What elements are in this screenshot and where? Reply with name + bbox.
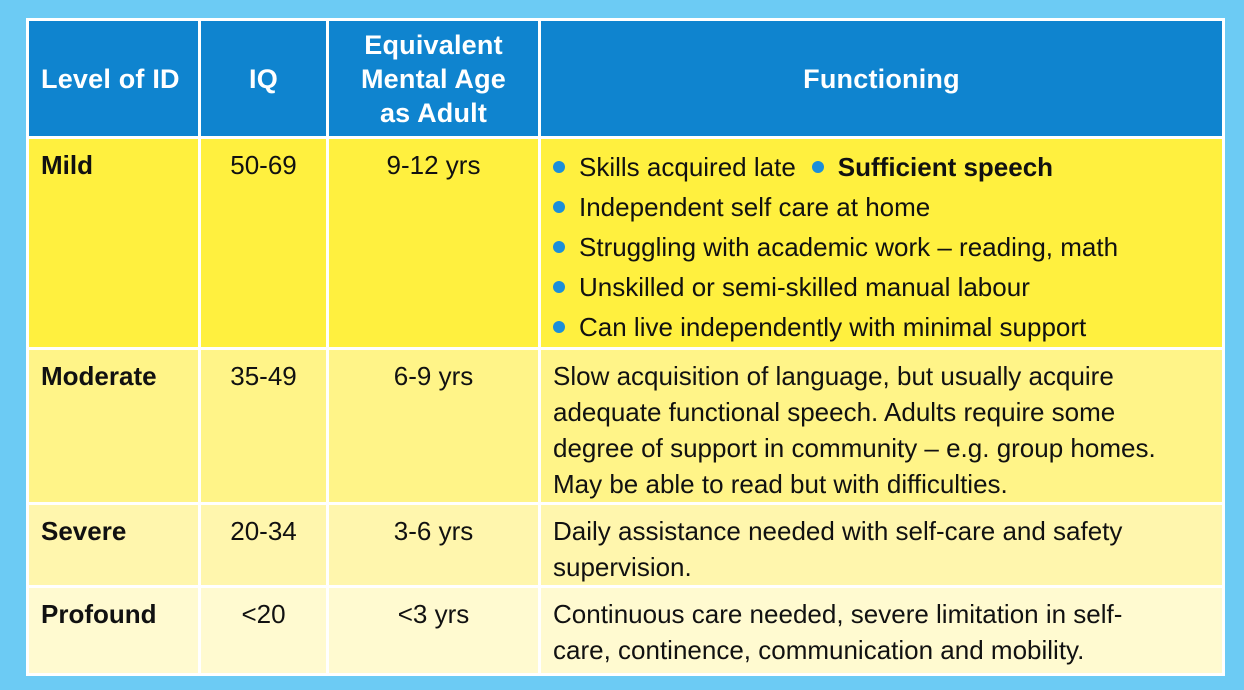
header-functioning-label: Functioning [803, 63, 960, 94]
header-level-of-id [28, 20, 200, 138]
level-cell: Severe [28, 504, 200, 587]
table-frame [26, 18, 1222, 668]
mental-age-cell: 3-6 yrs [328, 504, 540, 587]
bullet-text: Independent self care at home [579, 192, 931, 222]
functioning-line: care, continence, communication and mobility. [553, 635, 1085, 665]
functioning-line: Slow acquisition of language, but usually acquire [553, 361, 1114, 391]
bullet-icon [553, 161, 565, 173]
bullet-icon [553, 321, 565, 333]
bullet-icon [553, 201, 565, 213]
functioning-line: May be able to read but with difficulties. [553, 469, 1008, 499]
bullet-list-item [553, 147, 1212, 187]
bullet-list-item [553, 187, 1212, 227]
header-iq [200, 20, 328, 138]
header-row [28, 20, 1224, 138]
iq-cell: 20-34 [200, 504, 328, 587]
level-cell: Mild [28, 138, 200, 349]
functioning-cell [540, 587, 1224, 675]
table-row-mild [28, 138, 1224, 349]
bullet-icon [553, 281, 565, 293]
mental-age-cell: 9-12 yrs [328, 138, 540, 349]
functioning-cell [540, 138, 1224, 349]
mental-age-cell: 6-9 yrs [328, 349, 540, 504]
id-levels-table [26, 18, 1225, 676]
bullet-text: Unskilled or semi-skilled manual labour [579, 272, 1030, 302]
header-age-line-1: Equivalent [364, 29, 503, 60]
bullet-icon [553, 241, 565, 253]
table-row-moderate [28, 349, 1224, 504]
bullet-text: Can live independently with minimal support [579, 312, 1087, 342]
level-cell: Profound [28, 587, 200, 675]
functioning-line: degree of support in community – e.g. group homes. [553, 433, 1156, 463]
bullet-text: Skills acquired late [579, 152, 796, 182]
bullet-text: Struggling with academic work – reading, math [579, 232, 1119, 262]
table-row-severe [28, 504, 1224, 587]
mental-age-cell: <3 yrs [328, 587, 540, 675]
bullet-icon [812, 161, 824, 173]
header-mental-age [328, 20, 540, 138]
functioning-line: Continuous care needed, severe limitation in self- [553, 599, 1123, 629]
header-iq-label: IQ [249, 63, 278, 94]
bullet-list-item [812, 149, 1053, 185]
iq-cell: 35-49 [200, 349, 328, 504]
bullet-list-item [553, 307, 1212, 347]
iq-cell: 50-69 [200, 138, 328, 349]
functioning-line: supervision. [553, 552, 692, 582]
functioning-line: Daily assistance needed with self-care and safety [553, 516, 1123, 546]
functioning-cell [540, 349, 1224, 504]
header-level-label: Level of ID [41, 63, 180, 94]
functioning-cell [540, 504, 1224, 587]
table-row-profound [28, 587, 1224, 675]
bullet-text: Sufficient speech [837, 152, 1054, 182]
bullet-list-item [553, 227, 1212, 267]
header-functioning [540, 20, 1224, 138]
bullet-list-item [553, 267, 1212, 307]
header-age-line-3: as Adult [379, 97, 488, 128]
level-cell: Moderate [28, 349, 200, 504]
functioning-line: adequate functional speech. Adults require some [553, 397, 1116, 427]
iq-cell: <20 [200, 587, 328, 675]
header-age-line-2: Mental Age [360, 63, 506, 94]
